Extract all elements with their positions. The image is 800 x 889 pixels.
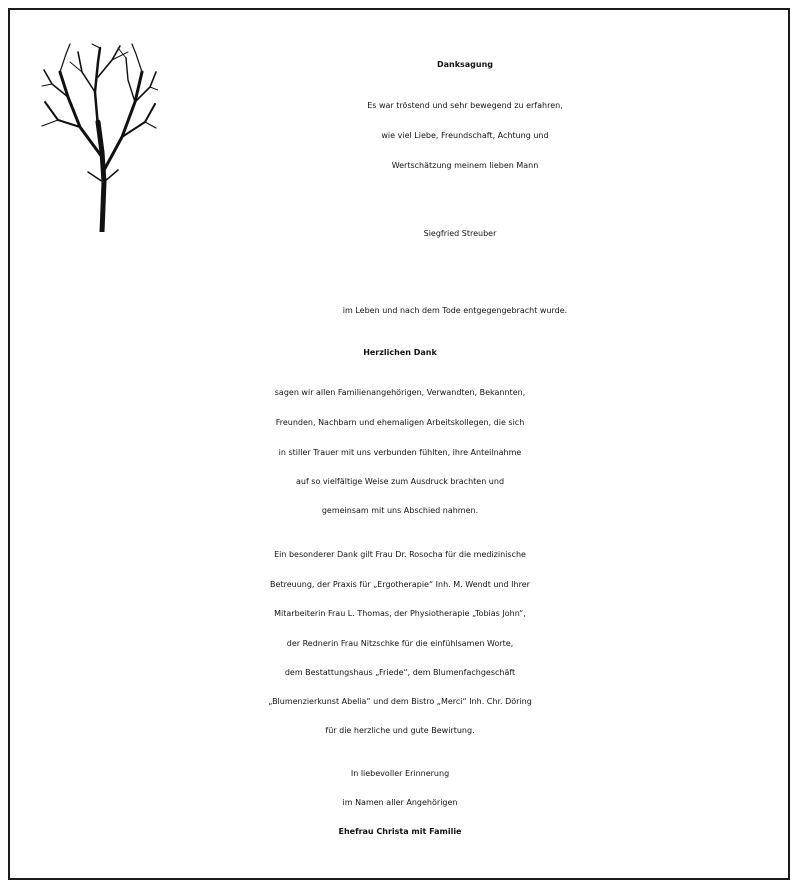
special-line-7: für die herzliche und gute Bewirtung. [325, 726, 475, 735]
after-name-line: im Leben und nach dem Tode entgegengebracht wurde. [342, 306, 568, 315]
closing-line-1: In liebevoller Erinnerung [350, 769, 450, 778]
special-line-3: Mitarbeiterin Frau L. Thomas, der Physiotherapie „Tobias John“, [274, 609, 526, 618]
intro-line-2: wie viel Liebe, Freundschaft, Achtung und [381, 131, 549, 140]
intro-line-1: Es war tröstend und sehr bewegend zu erfahren, [367, 101, 563, 110]
special-line-1: Ein besonderer Dank gilt Frau Dr. Rosocha für die medizinische [274, 550, 526, 559]
thanks-heading: Herzlichen Dank [363, 348, 437, 357]
special-line-6: „Blumenzierkunst Abelia“ und dem Bistro „Merci“ Inh. Chr. Döring [268, 697, 532, 706]
special-line-5: dem Bestattungshaus „Friede“, dem Blumenfachgeschäft [284, 668, 516, 677]
intro-line-3: Wertschätzung meinem lieben Mann [391, 161, 539, 170]
notice-heading: Danksagung [436, 60, 494, 69]
thanks-line-5: gemeinsam mit uns Abschied nahmen. [321, 506, 479, 515]
deceased-name: Siegfried Streuber [423, 229, 497, 238]
special-line-4: der Rednerin Frau Nitzschke für die einfühlsamen Worte, [286, 639, 514, 648]
thanks-line-4: auf so vielfältige Weise zum Ausdruck brachten und [295, 477, 505, 486]
thanks-line-1: sagen wir allen Familienangehörigen, Verwandten, Bekannten, [274, 388, 526, 397]
special-line-2: Betreuung, der Praxis für „Ergotherapie“ Inh. M. Wendt und Ihrer [270, 580, 530, 589]
thanks-line-2: Freunden, Nachbarn und ehemaligen Arbeitskollegen, die sich [275, 418, 525, 427]
signature: Ehefrau Christa mit Familie [338, 827, 462, 836]
thanks-line-3: in stiller Trauer mit uns verbunden fühlten, ihre Anteilnahme [278, 448, 522, 457]
closing-line-2: im Namen aller Angehörigen [342, 798, 458, 807]
